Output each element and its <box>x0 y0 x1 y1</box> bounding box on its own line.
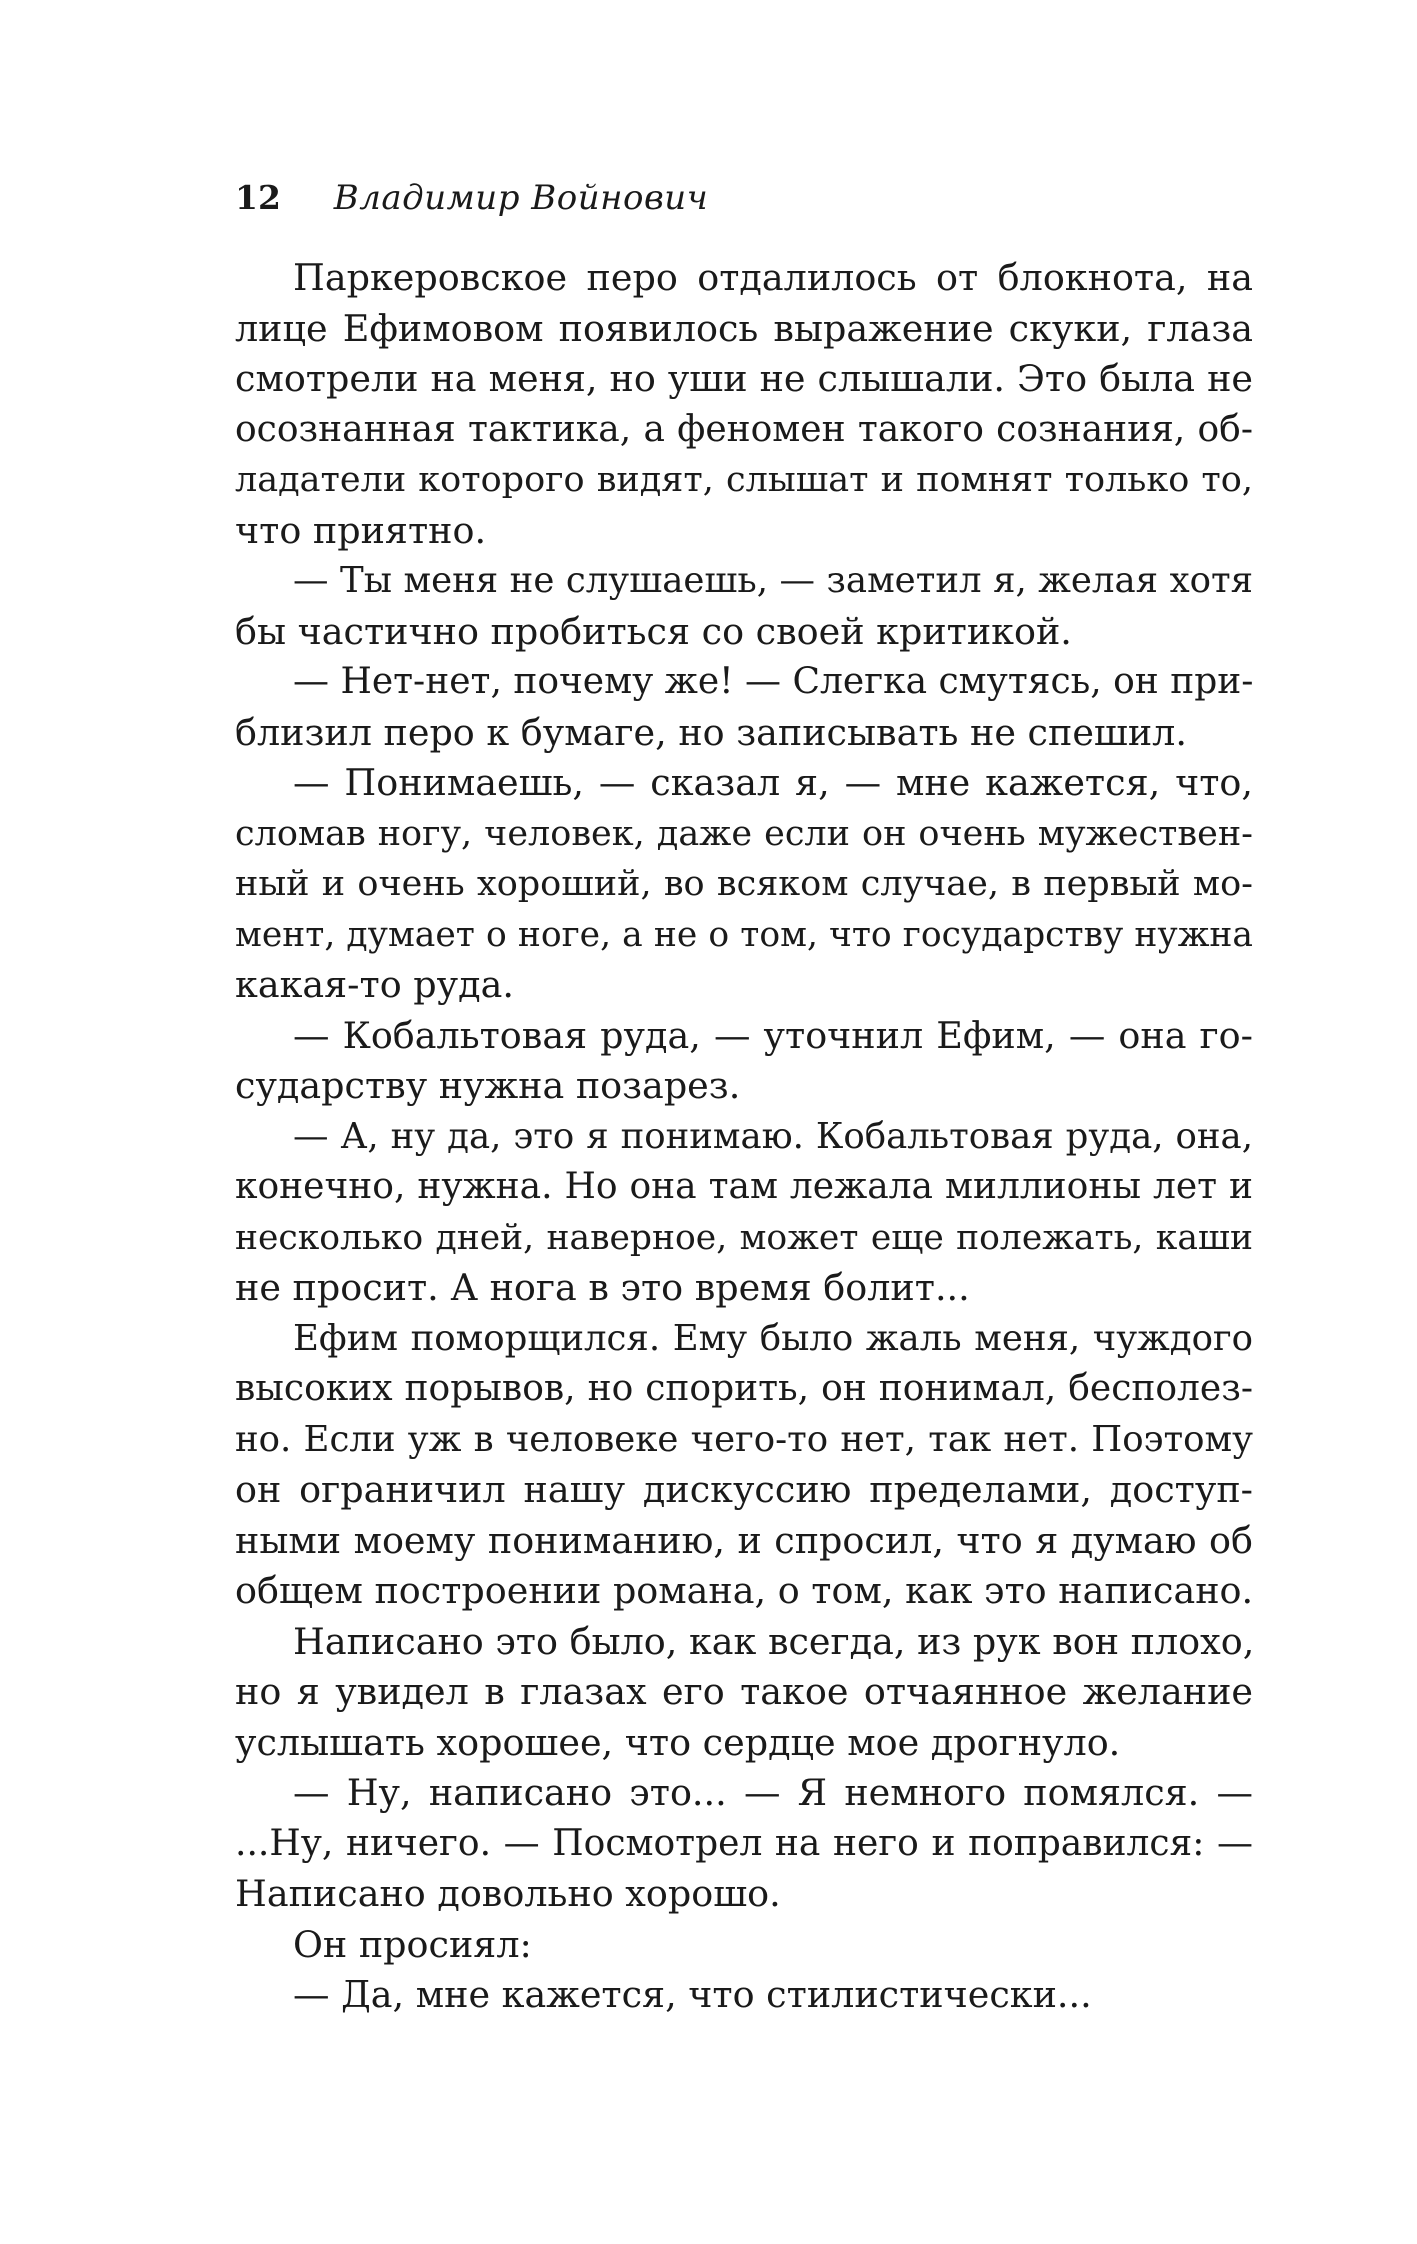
text-line: ными моему пониманию, и спросил, что я думаю об <box>235 1518 1253 1562</box>
text-line: — Понимаешь, — сказал я, — мне кажется, что, <box>293 761 1253 804</box>
text-line: лице Ефимовом появилось выражение скуки, глаза <box>235 306 1253 350</box>
text-line: конечно, нужна. Но она там лежала миллионы лет и <box>235 1166 1253 1207</box>
text-line: общем построении романа, о том, как это написано. <box>235 1569 1254 1612</box>
text-line: — Кобальтовая руда, — уточнил Ефим, — она го- <box>293 1013 1253 1057</box>
text-line: услышать хорошее, что сердце мое дрогнуло. <box>235 1720 1121 1764</box>
text-line: несколько дней, наверное, может еще полежать, каши <box>235 1217 1253 1258</box>
text-line: мент, думает о ноге, а не о том, что государству нужна <box>235 914 1253 955</box>
text-line: ный и очень хороший, во всяком случае, в первый мо- <box>235 864 1253 904</box>
text-line: Паркеровское перо отдалилось от блокнота, на <box>293 256 1253 299</box>
text-line: сломав ногу, человек, даже если он очень мужествен- <box>235 813 1253 854</box>
text-line: высоких порывов, но спорить, он понимал, бесполез- <box>235 1368 1253 1409</box>
text-line: он ограничил нашу дискуссию пределами, доступ- <box>235 1468 1253 1511</box>
text-line: — А, ну да, это я понимаю. Кобальтовая руда, она, <box>293 1115 1253 1157</box>
text-line: Написано это было, как всегда, из рук вон плохо, <box>293 1619 1255 1663</box>
running-title: Владимир Войнович <box>333 178 709 218</box>
text-line: какая-то руда. <box>235 963 514 1006</box>
text-line: — Нет-нет, почему же! — Слегка смутясь, он при- <box>293 661 1254 702</box>
text-line: Написано довольно хорошо. <box>235 1872 781 1915</box>
text-line: бы частично пробиться со своей критикой. <box>235 609 1072 653</box>
text-line: Ефим поморщился. Ему было жаль меня, чуждого <box>293 1317 1253 1359</box>
text-line: смотрели на меня, но уши не слышали. Это была не <box>235 357 1253 400</box>
text-line: но. Если уж в человеке чего-то нет, так нет. Поэтому <box>235 1418 1253 1460</box>
text-line: Он просиял: <box>293 1922 532 1966</box>
text-line: близил перо к бумаге, но записывать не спешил. <box>235 710 1187 754</box>
text-line: но я увидел в глазах его такое отчаянное желание <box>235 1670 1253 1713</box>
text-line: осознанная тактика, а феномен такого сознания, об- <box>235 408 1253 450</box>
text-line: ...Ну, ничего. — Посмотрел на него и поправился: — <box>235 1822 1253 1864</box>
running-head <box>235 168 1235 228</box>
text-line: сударству нужна позарез. <box>235 1064 741 1107</box>
text-line: — Да, мне кажется, что стилистически... <box>293 1973 1092 2016</box>
text-line: ладатели которого видят, слышат и помнят только то, <box>235 460 1253 500</box>
page-number: 12 <box>235 178 281 217</box>
text-line: не просит. А нога в это время болит... <box>235 1266 970 1309</box>
text-line: что приятно. <box>235 508 487 552</box>
text-line: — Ну, написано это... — Я немного помялся. — <box>293 1771 1253 1814</box>
text-line: — Ты меня не слушаешь, — заметил я, желая хотя <box>293 560 1253 601</box>
